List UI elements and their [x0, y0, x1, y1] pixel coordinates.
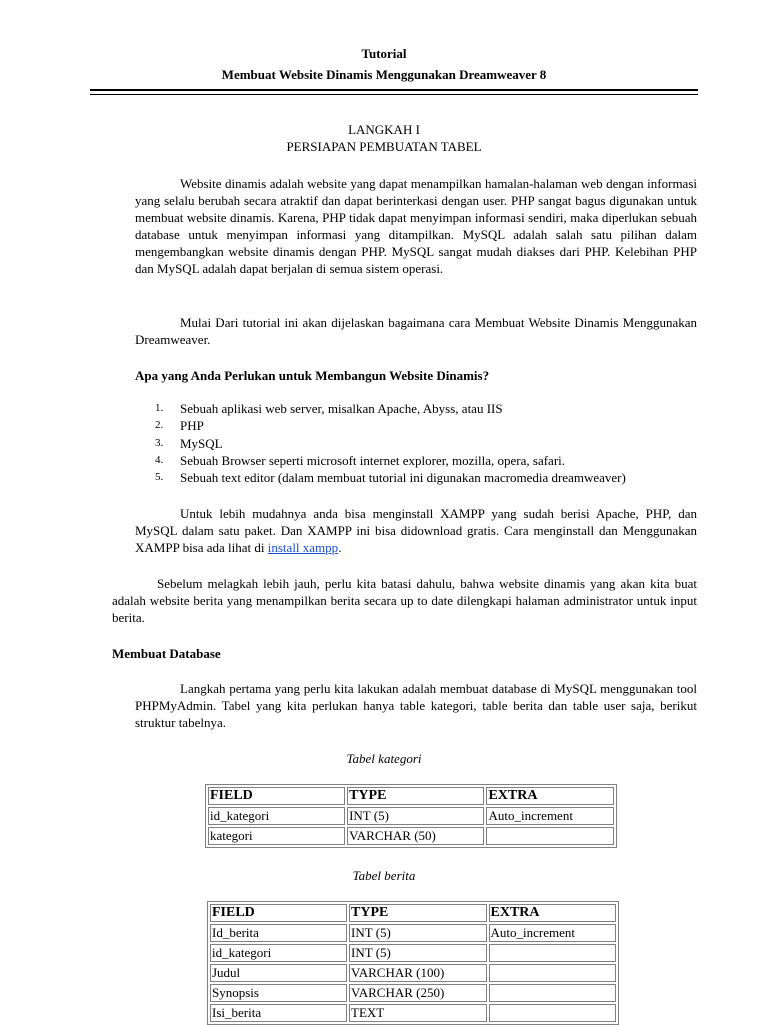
table-cell: INT (5)	[349, 944, 486, 962]
step-title: LANGKAH I	[348, 122, 420, 137]
table-header-row	[210, 904, 616, 922]
table-berita-caption: Tabel berita	[352, 868, 416, 883]
list-item	[135, 452, 695, 469]
requirements-list	[135, 400, 695, 486]
header-rule-thin	[90, 94, 698, 95]
header-cell-extra: EXTRA	[486, 787, 614, 805]
table-row	[208, 807, 614, 825]
header-label: Tutorial	[361, 46, 407, 61]
table-cell: id_kategori	[210, 944, 347, 962]
list-text: Sebuah aplikasi web server, misalkan Apache, Abyss, atau IIS	[180, 401, 503, 416]
requirements-heading: Apa yang Anda Perlukan untuk Membangun Website Dinamis?	[135, 368, 490, 383]
install-xampp-link[interactable]: install xampp	[267, 540, 339, 555]
list-item	[135, 400, 695, 417]
list-text: MySQL	[180, 435, 223, 451]
table-cell	[489, 1004, 617, 1022]
table-cell: VARCHAR (50)	[347, 827, 484, 845]
table-cell: VARCHAR (100)	[349, 964, 486, 982]
list-number: 2.	[155, 419, 164, 432]
list-number: 5.	[155, 471, 164, 484]
list-item	[135, 435, 695, 452]
table-cell	[489, 964, 617, 982]
header-cell-extra: EXTRA	[489, 904, 617, 922]
table-cell: VARCHAR (250)	[349, 984, 486, 1002]
database-heading: Membuat Database	[112, 646, 221, 661]
table-row	[210, 1004, 616, 1022]
table-cell: Judul	[210, 964, 347, 982]
table-row	[208, 827, 614, 845]
database-paragraph: Langkah pertama yang perlu kita lakukan adalah membuat database di MySQL menggunakan tool PHPMyAdmin. Tabel yang kita perlukan hanya table kategori, table berita dan table user saja, berikut struktur tabelnya.	[135, 681, 697, 730]
table-cell: INT (5)	[349, 924, 486, 942]
table-cell: INT (5)	[347, 807, 484, 825]
xampp-text: Untuk lebih mudahnya anda bisa menginstall XAMPP yang sudah berisi Apache, PHP, dan MySQL dalam satu paket. Dan XAMPP ini bisa didownload gratis. Cara menginstall dan Menggunakan XAMPP bisa ada lihat di	[135, 506, 697, 555]
list-number: 1.	[155, 402, 164, 414]
intro-paragraph-2: Mulai Dari tutorial ini akan dijelaskan bagaimana cara Membuat Website Dinamis Menggunakan Dreamweaver.	[135, 315, 697, 347]
xampp-end: .	[338, 540, 342, 555]
document-title: Membuat Website Dinamis Menggunakan Dreamweaver 8	[221, 67, 547, 82]
list-text: Sebuah Browser seperti microsoft internet explorer, mozilla, opera, safari.	[180, 452, 566, 468]
table-cell: id_kategori	[208, 807, 345, 825]
header-cell-field: FIELD	[208, 787, 345, 805]
table-cell: kategori	[208, 827, 345, 845]
header-cell-type: TYPE	[349, 904, 486, 922]
xampp-paragraph	[135, 505, 697, 556]
intro-paragraph: Website dinamis adalah website yang dapat menampilkan hamalan-halaman web dengan informasi yang selalu berubah secara atraktif dan dapat berinterkasi dengan user. PHP sangat bagus digunakan untuk membuat website dinamis. Karena, PHP tidak dapat menyimpan informasi sendiri, maka diperlukan sebuah database untuk menyimpan informasi yang ditampilkan. MySQL adalah salah satu pilihan dalam mengembangkan website dinamis dengan PHP. MySQL sangat mudah diakses dari PHP. Kelebihan PHP dan MySQL adalah dapat berjalan di semua sistem operasi.	[135, 176, 697, 276]
list-text: PHP	[180, 418, 204, 434]
table-cell	[489, 984, 617, 1002]
step-subtitle: PERSIAPAN PEMBUATAN TABEL	[286, 139, 482, 154]
table-cell: Id_berita	[210, 924, 347, 942]
table-row	[210, 944, 616, 962]
table-row	[210, 984, 616, 1002]
header-rule-thick	[90, 89, 698, 91]
header-cell-field: FIELD	[210, 904, 347, 922]
table-cell: TEXT	[349, 1004, 486, 1022]
table-row	[210, 964, 616, 982]
table-cell	[489, 944, 617, 962]
list-text: Sebuah text editor (dalam membuat tutorial ini digunakan macromedia dreamweaver)	[180, 470, 626, 486]
list-item	[135, 417, 695, 434]
table-cell: Auto_increment	[489, 924, 617, 942]
table-kategori-caption: Tabel kategori	[346, 751, 422, 766]
scope-paragraph: Sebelum melagkah lebih jauh, perlu kita batasi dahulu, bahwa website dinamis yang akan kita buat adalah website berita yang menampilkan berita secara up to date dilengkapi halaman administrator untuk input berita.	[112, 576, 697, 625]
table-row	[210, 924, 616, 942]
header-cell-type: TYPE	[347, 787, 484, 805]
table-header-row	[208, 787, 614, 805]
table-berita	[207, 901, 619, 1025]
list-number: 3.	[155, 436, 164, 449]
list-number: 4.	[155, 453, 164, 466]
table-cell: Synopsis	[210, 984, 347, 1002]
table-cell: Auto_increment	[486, 807, 614, 825]
list-item	[135, 469, 695, 486]
table-cell: Isi_berita	[210, 1004, 347, 1022]
table-kategori	[205, 784, 617, 848]
table-cell	[486, 827, 614, 845]
